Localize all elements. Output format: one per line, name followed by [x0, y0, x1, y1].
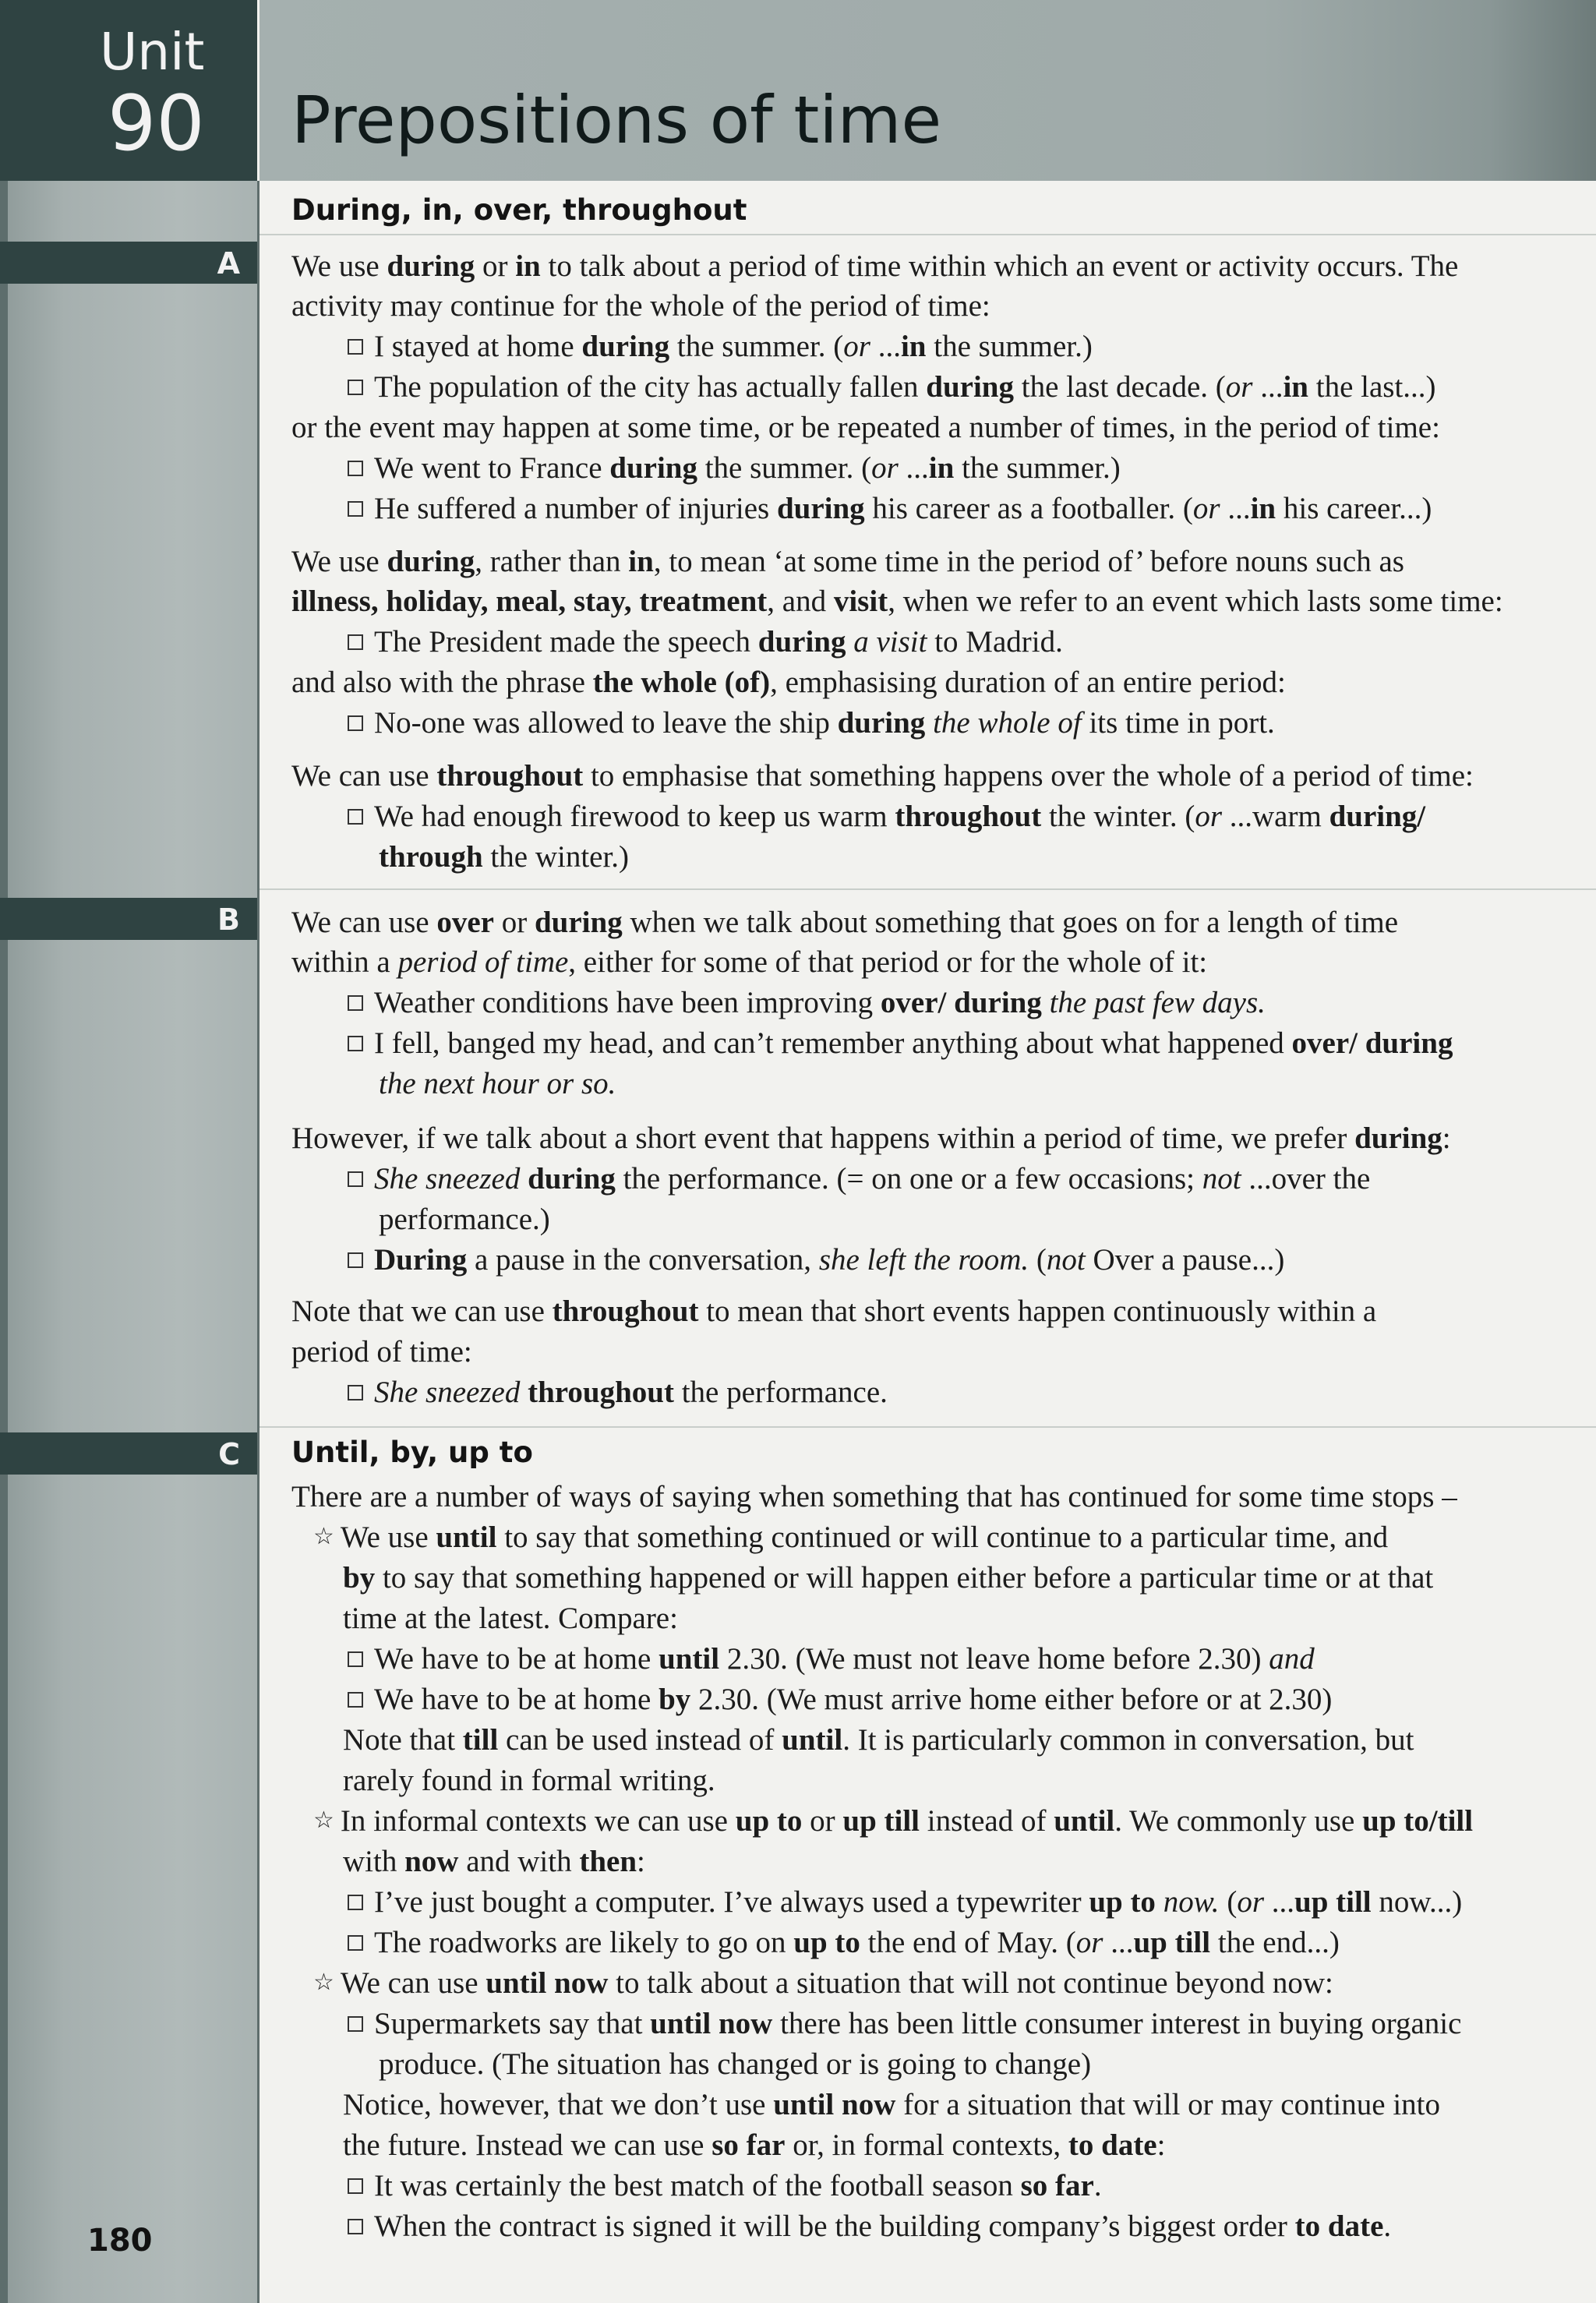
text-line: activity may continue for the whole of the period of time:	[291, 289, 990, 323]
section-letter-c: C	[218, 1437, 240, 1471]
section-heading-a: During, in, over, throughout	[291, 193, 747, 227]
left-sidebar	[0, 0, 257, 2303]
example-line: produce. (The situation has changed or is going to change)	[379, 2047, 1092, 2081]
column-divider	[257, 181, 260, 2303]
text-line: by to say that something happened or will happen either before a particular time or at that	[343, 1561, 1434, 1595]
text-line: time at the latest. Compare:	[343, 1602, 678, 1635]
bullet-line: ☆ In informal contexts we can use up to or up till instead of until. We commonly use up to/till	[313, 1804, 1474, 1838]
page-title: Prepositions of time	[291, 82, 942, 158]
text-line: We use during or in to talk about a period of time within which an event or activity occurs. The	[291, 249, 1459, 283]
section-band-a	[0, 242, 257, 284]
text-line: Note that till can be used instead of until. It is particularly common in conversation, but	[343, 1723, 1414, 1757]
example-line: We had enough firewood to keep us warm throughout the winter. (or ...warm during/	[348, 801, 1425, 832]
unit-box	[0, 0, 257, 181]
bullet-line: ☆ We use until to say that something continued or will continue to a particular time, and	[313, 1521, 1389, 1554]
text-line: or the event may happen at some time, or be repeated a number of times, in the period of time:	[291, 411, 1440, 444]
example-line: the next hour or so.	[379, 1067, 616, 1100]
unit-label: Unit	[100, 22, 205, 82]
text-line: with now and with then:	[343, 1845, 645, 1878]
section-letter-a: A	[217, 246, 240, 281]
section-heading-c: Until, by, up to	[291, 1436, 533, 1469]
text-line: There are a number of ways of saying when something that has continued for some time stops –	[291, 1480, 1457, 1514]
text-line: within a period of time, either for some of that period or for the whole of it:	[291, 945, 1208, 979]
example-line: It was certainly the best match of the football season so far.	[348, 2171, 1102, 2201]
example-line: We have to be at home by 2.30. (We must arrive home either before or at 2.30)	[348, 1684, 1332, 1715]
example-line: I stayed at home during the summer. (or ...in the summer.)	[348, 331, 1093, 362]
text-line: period of time:	[291, 1335, 472, 1369]
example-line: She sneezed throughout the performance.	[348, 1377, 888, 1408]
text-line: illness, holiday, meal, stay, treatment, and visit, when we refer to an event which lasts some time:	[291, 585, 1503, 618]
bullet-line: ☆ We can use until now to talk about a situation that will not continue beyond now:	[313, 1966, 1333, 2000]
text-line: Note that we can use throughout to mean that short events happen continuously within a	[291, 1295, 1377, 1328]
text-line: Notice, however, that we don’t use until now for a situation that will or may continue into	[343, 2088, 1441, 2121]
example-line: The roadworks are likely to go on up to the end of May. (or ...up till the end...)	[348, 1927, 1340, 1958]
example-line: I fell, banged my head, and can’t remember anything about what happened over/ during	[348, 1028, 1453, 1058]
example-line: She sneezed during the performance. (= on one or a few occasions; not ...over the	[348, 1164, 1370, 1194]
page-number: 180	[87, 2223, 153, 2259]
example-line: He suffered a number of injuries during his career as a footballer. (or ...in his career...)	[348, 493, 1432, 524]
text-line: the future. Instead we can use so far or, in formal contexts, to date:	[343, 2128, 1166, 2162]
example-line: The President made the speech during a visit to Madrid.	[348, 627, 1063, 657]
text-line: We use during, rather than in, to mean ‘at some time in the period of’ before nouns such as	[291, 545, 1404, 578]
rule-c	[260, 1426, 1596, 1428]
example-line: Supermarkets say that until now there has been little consumer interest in buying organic	[348, 2008, 1461, 2039]
section-band-b	[0, 898, 257, 940]
text-line: and also with the phrase the whole (of), emphasising duration of an entire period:	[291, 666, 1286, 699]
example-line: through the winter.)	[379, 840, 630, 874]
example-line: The population of the city has actually fallen during the last decade. (or ...in the last...)	[348, 372, 1436, 402]
example-line: We have to be at home until 2.30. (We must not leave home before 2.30) and	[348, 1644, 1315, 1674]
sidebar-edge	[0, 0, 8, 2303]
example-line: Weather conditions have been improving over/ during the past few days.	[348, 987, 1266, 1018]
section-letter-b: B	[217, 902, 240, 937]
unit-number: 90	[108, 79, 205, 168]
example-line: No-one was allowed to leave the ship during the whole of its time in port.	[348, 708, 1275, 738]
example-line: I’ve just bought a computer. I’ve always used a typewriter up to now. (or ...up till now...)	[348, 1887, 1462, 1917]
rule-a	[260, 234, 1596, 235]
example-line: performance.)	[379, 1203, 550, 1236]
rule-b	[260, 888, 1596, 890]
example-line: We went to France during the summer. (or ...in the summer.)	[348, 453, 1121, 483]
text-line: However, if we talk about a short event that happens within a period of time, we prefer during:	[291, 1121, 1451, 1155]
text-line: rarely found in formal writing.	[343, 1764, 715, 1797]
section-band-c	[0, 1432, 257, 1475]
example-line: When the contract is signed it will be the building company’s biggest order to date.	[348, 2211, 1391, 2241]
text-line: We can use throughout to emphasise that something happens over the whole of a period of time:	[291, 759, 1474, 793]
text-line: We can use over or during when we talk about something that goes on for a length of time	[291, 906, 1399, 939]
example-line: During a pause in the conversation, she left the room. (not Over a pause...)	[348, 1245, 1284, 1275]
